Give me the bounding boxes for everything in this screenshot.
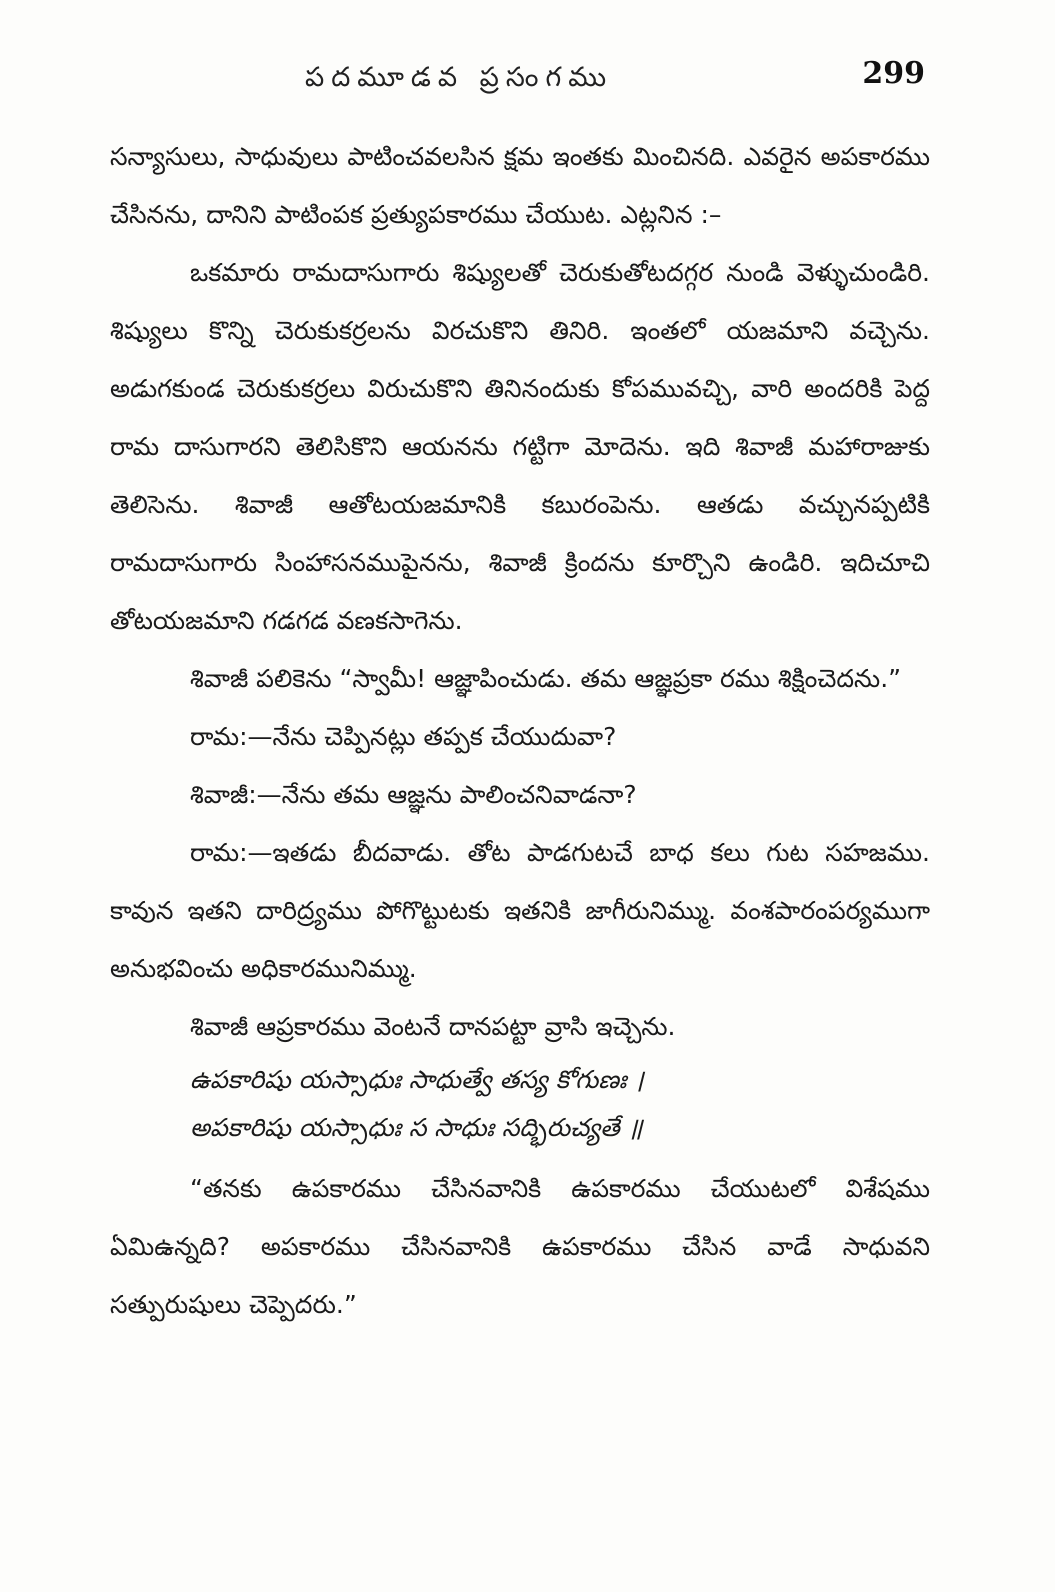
page-number: 299 [862, 56, 925, 91]
closing-quote: “తనకు ఉపకారము చేసినవానికి ఉపకారము చేయుటలో విశేషము ఏమిఉన్నది? అపకారము చేసినవానికి ఉపకారము చేసిన వాడే సాధువని సత్పురుషులు చెప్పెదరు.” [110, 1174, 930, 1319]
running-title: పదమూడవ ప్రసంగము [305, 62, 614, 93]
page-header [110, 56, 925, 100]
sanskrit-verse [110, 1056, 930, 1152]
paragraph-grant: శివాజీ ఆప్రకారము వెంటనే దానపట్టా వ్రాసి ఇచ్చెను. [190, 1012, 676, 1041]
paragraph-intro: సన్యాసులు, సాధువులు పాటించవలసిన క్షమ ఇంతకు మించినది. ఎవరైన అపకారము చేసినను, దానిని పాటింపక ప్రత్యుపకారము చేయుట. ఎట్లనిన :– [110, 142, 930, 229]
dialogue-line: శివాజీ:—నేను తమ ఆజ్ఞను పాలించనివాడనా? [190, 780, 637, 809]
page-body [110, 128, 930, 1334]
dialogue-line: రామ:—నేను చెప్పినట్లు తప్పక చేయుదువా? [190, 722, 617, 751]
verse-line: అపకారిషు యస్సాధుః స సాధుః సద్భిరుచ్యతే ॥ [190, 1113, 643, 1142]
dialogue-line: రామ:—ఇతడు బీదవాడు. తోట పాడగుటచే బాధ కలు గుట సహజము. కావున ఇతని దారిద్ర్యము పోగొట్టుటకు ఇతనికి జాగీరునిమ్ము. వంశపారంపర్యముగా అనుభవించు అధికారమునిమ్ము. [110, 838, 930, 983]
paragraph-story: ఒకమారు రామదాసుగారు శిష్యులతో చెరుకుతోటదగ్గర నుండి వెళ్ళుచుండిరి. శిష్యులు కొన్ని చెరుకుకర్రలను విరచుకొని తినిరి. ఇంతలో యజమాని వచ్చెను. అడుగకుండ చెరుకుకర్రలు విరుచుకొని తినినందుకు కోపమువచ్చి, వారి అందరికి పెద్ద రామ దాసుగారని తెలిసికొని ఆయనను గట్టిగా మోదెను. ఇది శివాజీ మహారాజుకు తెలిసెను. శివాజీ ఆతోటయజమానికి కబురంపెను. ఆతడు వచ్చునప్పటికి రామదాసుగారు సింహాసనముపైనను, శివాజీ క్రిందను కూర్చొని ఉండిరి. ఇదిచూచి తోటయజమాని గడగడ వణకసాగెను. [110, 258, 930, 635]
paragraph-shivaji-speaks: శివాజీ పలికెను “స్వామీ! ఆజ్ఞాపించుడు. తమ ఆజ్ఞప్రకా రము శిక్షించెదను.” [190, 664, 902, 693]
verse-line: ఉపకారిషు యస్సాధుః సాధుత్వే తస్య కోగుణః । [190, 1065, 644, 1094]
